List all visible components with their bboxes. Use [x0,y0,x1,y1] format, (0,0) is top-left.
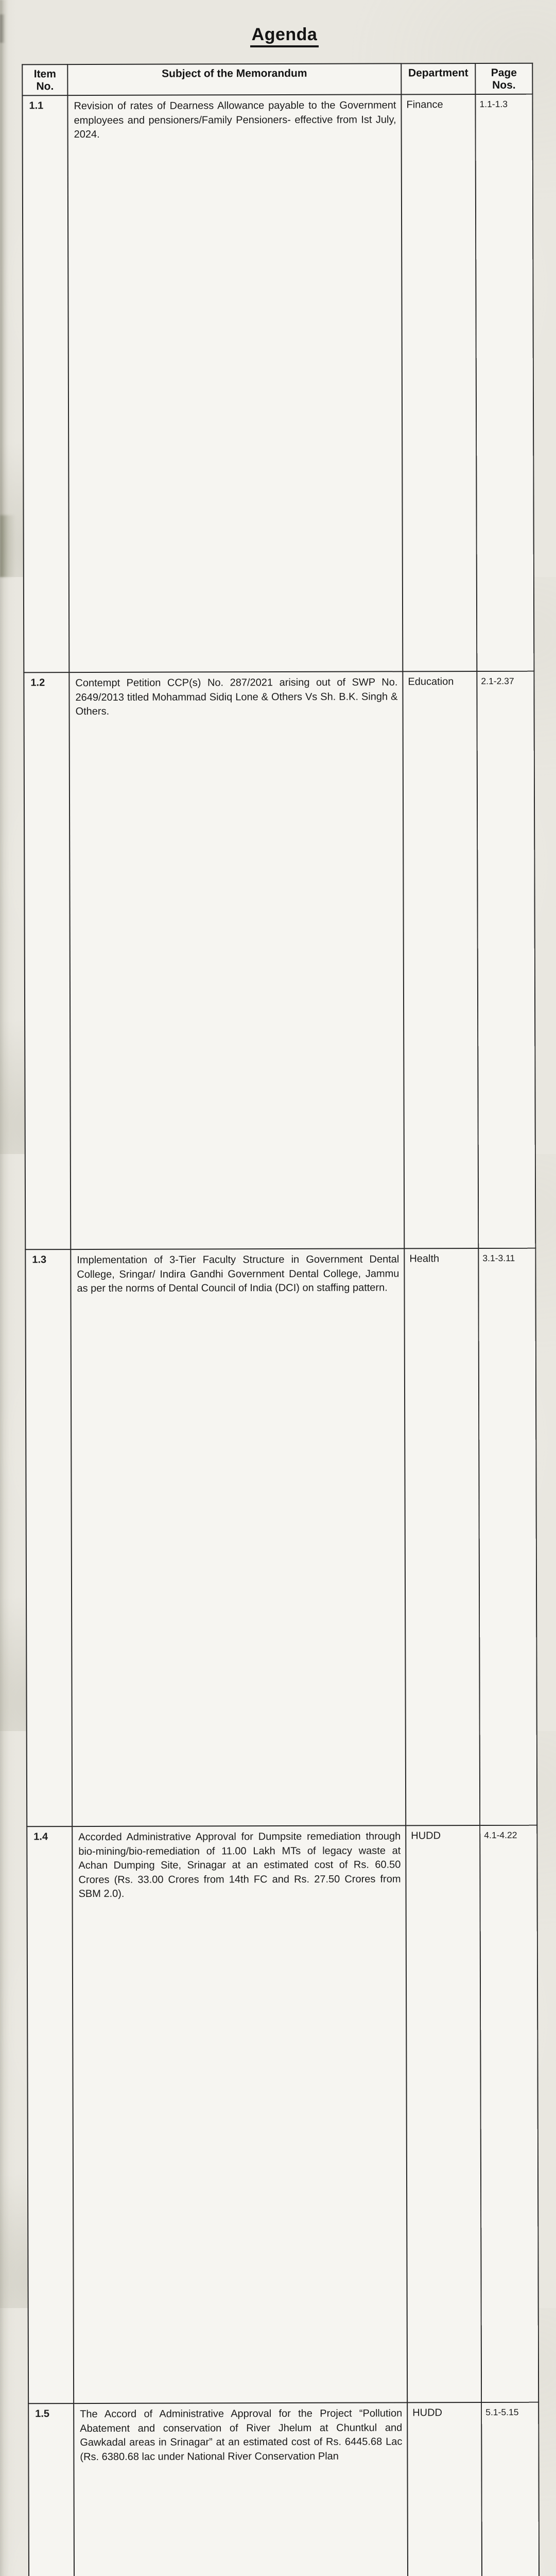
table-row [22,94,534,673]
title-wrap [29,25,540,47]
scan-blotch-bottom-left [0,515,15,577]
department-cell: Finance [401,94,477,671]
scan-blotch-top-left [0,14,5,43]
item-no-cell: 1.2 [24,672,71,1249]
table-row [27,1825,538,2404]
subject-cell: Implementation of 3-Tier Faculty Structure in Government Dental College, Sringar/ Indira Gandhi Government Dental College, Jammu as per the norms of Dental Council of India (DCI) on staffing pattern. [71,1248,406,1826]
header-item-no: Item No. [22,64,67,95]
scan-edge-shadow-left [0,0,7,577]
page-nos-cell: 3.1-3.11 [478,1248,537,1825]
page-nos-cell: 2.1-2.37 [477,671,535,1248]
page-nos-cell: 4.1-4.22 [480,1825,538,2402]
department-cell: HUDD [406,1825,481,2402]
header-row [22,63,532,96]
subject-cell: Contempt Petition CCP(s) No. 287/2021 arising out of SWP No. 2649/2013 titled Mohammad Sidiq Lone & Others Vs Sh. B.K. Singh & Others. [69,671,404,1249]
subject-cell: Accorded Administrative Approval for Dumpsite remediation through bio-mining/bio-remediation of 11.00 Lakh MTs of legacy waste at Achan Dumping Site, Srinagar at an estimated cost of Rs. 60.50 Crores (Rs. 33.00 Crores from 14th FC and Rs. 27.50 Crores from SBM 2.0). [72,1825,407,2403]
department-cell: HUDD [407,2402,483,2576]
header-subject: Subject of the Memorandum [67,63,401,95]
table-row [28,2402,540,2576]
agenda-table [22,63,548,2576]
item-no-cell: 1.5 [28,2403,75,2576]
item-no-cell: 1.4 [27,1826,74,2403]
page-nos-cell: 5.1-5.15 [481,2402,540,2576]
header-page-nos: Page Nos. [475,63,532,94]
subject-cell: The Accord of Administrative Approval for the Project “Pollution Abatement and conservation of River Jhelum at Chuntkul and Gawkadal areas in Srinagar” at an estimated cost of Rs. 6445.68 Lac (Rs. 6380.68 lac under National River Conservation Plan [74,2402,409,2576]
header-department: Department [401,63,475,94]
subject-cell: Revision of rates of Dearness Allowance payable to the Government employees and pensioners/Family Pensioners- effective from Ist July, 2024. [67,94,403,672]
table-row [24,671,535,1250]
page-title: Agenda [250,25,319,47]
table-row [25,1248,537,1827]
page-nos-cell: 1.1-1.3 [475,94,534,671]
item-no-cell: 1.3 [25,1249,72,1826]
department-cell: Health [404,1248,480,1825]
department-cell: Education [403,671,478,1248]
item-no-cell: 1.1 [22,95,69,672]
